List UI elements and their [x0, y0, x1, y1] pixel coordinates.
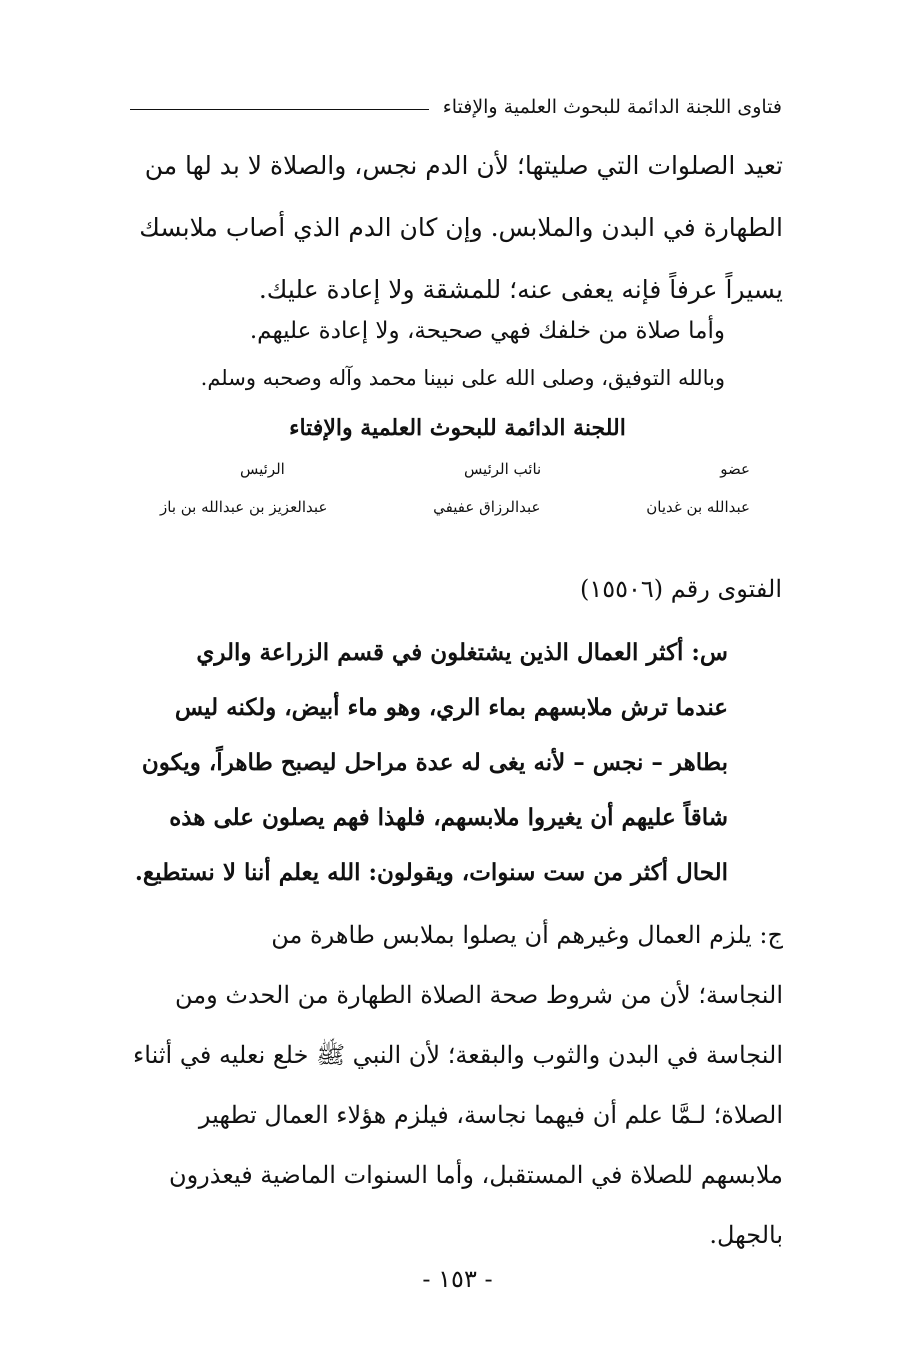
header-rule: [130, 109, 429, 110]
fatwa-number: الفتوى رقم (١٥٥٠٦): [579, 575, 782, 603]
paragraph-continuation: [128, 135, 783, 321]
paragraph-line: تعيد الصلوات التي صليتها؛ لأن الدم نجس، والصلاة لا بد لها من: [144, 151, 783, 180]
signature-role: نائب الرئيس: [463, 460, 542, 478]
signature-names: [160, 498, 750, 516]
answer-line: ملابسهم للصلاة في المستقبل، وأما السنوات الماضية فيعذرون: [168, 1161, 783, 1189]
running-title: فتاوى اللجنة الدائمة للبحوث العلمية والإفتاء: [442, 96, 782, 118]
answer: [128, 905, 783, 1265]
closing-line: وأما صلاة من خلفك فهي صحيحة، ولا إعادة عليهم.: [249, 318, 725, 344]
closing-line: وبالله التوفيق، وصلى الله على نبينا محمد وآله وصحبه وسلم.: [200, 366, 725, 390]
answer-line: ج: يلزم العمال وغيرهم أن يصلوا بملابس طاهرة من: [271, 921, 783, 949]
signature-roles: [200, 460, 790, 478]
paragraph-line: الطهارة في البدن والملابس. وإن كان الدم الذي أصاب ملابسك: [139, 213, 783, 242]
signature-name: عبدالرزاق عفيفي: [433, 498, 541, 516]
signature-role: الرئيس: [240, 460, 285, 478]
signature-name: عبدالعزيز بن عبدالله بن باز: [160, 498, 328, 516]
signature-role: عضو: [720, 460, 750, 478]
paragraph-line: يسيراً عرفاً فإنه يعفى عنه؛ للمشقة ولا إعادة عليك.: [258, 275, 783, 304]
question-line: شاقاً عليهم أن يغيروا ملابسهم، فلهذا فهم يصلون على هذه: [169, 804, 728, 831]
question-line: بطاهر – نجس – لأنه يغى له عدة مراحل ليصبح طاهراً، ويكون: [141, 749, 728, 776]
committee-name: اللجنة الدائمة للبحوث العلمية والإفتاء: [289, 415, 626, 441]
answer-line: النجاسة في البدن والثوب والبقعة؛ لأن النبي ﷺ خلع نعليه في أثناء: [133, 1041, 783, 1069]
answer-line: بالجهل.: [709, 1221, 783, 1249]
question-line: س: أكثر العمال الذين يشتغلون في قسم الزراعة والري: [196, 639, 728, 666]
running-header: [130, 92, 782, 122]
signature-name: عبدالله بن غديان: [646, 498, 750, 516]
answer-line: النجاسة؛ لأن من شروط صحة الصلاة الطهارة من الحدث ومن: [174, 981, 783, 1009]
question-line: الحال أكثر من ست سنوات، ويقولون: الله يعلم أننا لا نستطيع.: [134, 859, 728, 886]
answer-line: الصلاة؛ لـمَّا علم أن فيهما نجاسة، فيلزم هؤلاء العمال تطهير: [198, 1101, 783, 1129]
question-line: عندما ترش ملابسهم بماء الري، وهو ماء أبيض، ولكنه ليس: [174, 694, 728, 721]
question: [128, 625, 728, 900]
page-number: - ١٥٣ -: [422, 1265, 493, 1293]
